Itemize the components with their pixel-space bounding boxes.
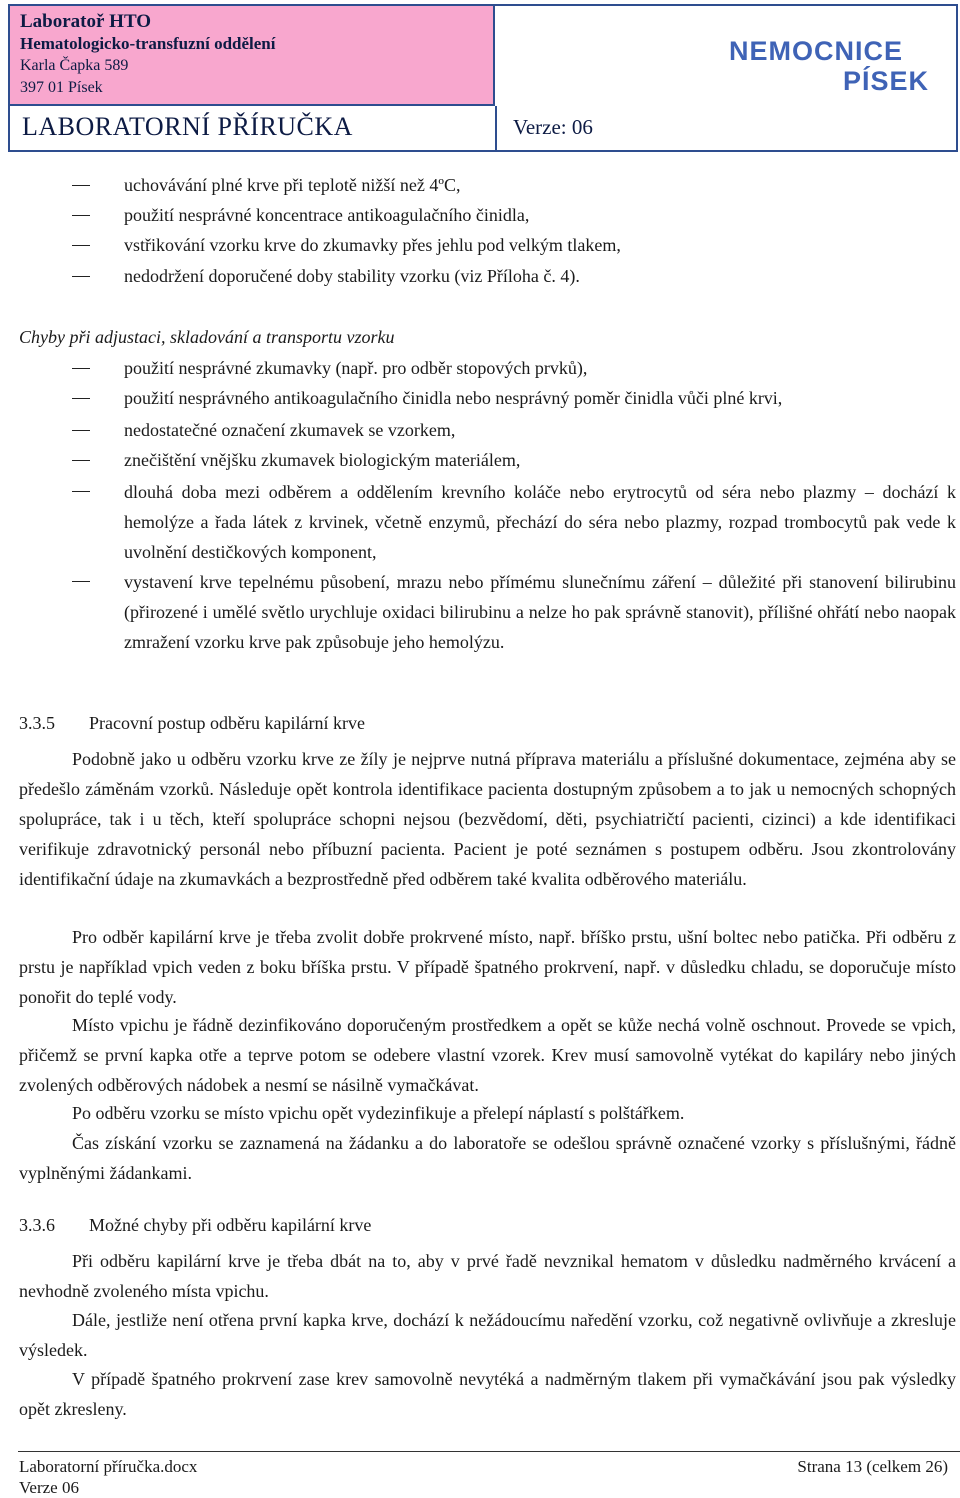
paragraph: Dále, jestliže není otřena první kapka krve, dochází k nežádoucímu naředění vzorku, což negativně ovlivňuje a zkresluje výsledek. [19,1310,956,1360]
section-title: Možné chyby při odběru kapilární krve [89,1215,372,1235]
paragraph: Místo vpichu je řádně dezinfikováno doporučeným prostředkem a opět se kůže nechá volně oschnout. Provede se vpich, přičemž se první kapka otře a teprve potom se odebere vlastní vzorek. Krev musí samovolně vytékat do kapiláry nebo jiných zvolených odběrových nádobek a nesmí se násilně vymačkávat. [19,1015,956,1095]
document-title: LABORATORNÍ PŘÍRUČKA [22,112,353,141]
title-row [10,106,956,150]
logo-text-bottom: PÍSEK [843,66,930,96]
paragraph: Podobně jako u odběru vzorku krve ze žíly je nejprve nutná příprava materiálu a příslušné dokumentace, zejména aby se předešlo záměnám vzorků. Následuje opět kontrola identifikace pacienta dostupným způsobem a to jak u nemocných schopných spolupráce, tak i u těch, kteří spolupráce schopni nejsou (bezvědomí, děti, psychiatričtí pacienti, cizinci) a kde identifikaci verifikuje zdravotnický personál nebo příbuzní pacienta. Pacient je poté seznámen s postupem odběru. Jsou zkontrolovány identifikační údaje na zkumavkách a bezprostředně před odběrem také kvalita odběrového materiálu. [19,749,956,889]
list-item: nedodržení doporučené doby stability vzorku (viz Příloha č. 4). [124,266,580,286]
footer-filename: Laboratorní příručka.docx [19,1457,198,1476]
version-label: Verze: 06 [495,106,956,150]
list-dash [72,581,90,582]
hospital-logo [497,6,956,104]
list-item: uchovávání plné krve při teplotě nižší než 4ºC, [124,175,461,195]
list-item: použití nesprávné koncentrace antikoagulačního činidla, [124,205,530,225]
section-number: 3.3.5 [19,713,55,733]
section-title: Pracovní postup odběru kapilární krve [89,713,365,733]
paragraph: Při odběru kapilární krve je třeba dbát na to, aby v prvé řadě nevznikal hematom v důsledku nadměrného krvácení a nevhodně zvoleného místa vpichu. [19,1251,956,1301]
list-dash [72,185,90,186]
list-dash [72,245,90,246]
list-item: dlouhá doba mezi odběrem a oddělením krevního koláče nebo erytrocytů od séra nebo plazmy – dochází k hemolýze a řada látek z krvinek, včetně enzymů, přechází do séra nebo plazmy, rozpad trombocytů pak vede k uvolnění destičkových komponent, [124,482,956,562]
lab-name: Laboratoř HTO [20,11,152,32]
list-dash [72,460,90,461]
footer-divider [18,1451,960,1452]
list-dash [72,430,90,431]
list-dash [72,368,90,369]
lab-department: Hematologicko-transfuzní oddělení [20,34,276,53]
list-item: nedostatečné označení zkumavek se vzorkem, [124,420,456,440]
list-item: použití nesprávného antikoagulačního činidla nebo nesprávný poměr činidla vůči plné krvi, [124,388,783,408]
document-header [8,4,958,152]
lab-address-block [10,6,495,106]
paragraph: Čas získání vzorku se zaznamená na žádanku a do laboratoře se odešlou správně označené vzorky s příslušnými, řádně vyplněnými žádankami. [19,1133,956,1183]
list-dash [72,276,90,277]
lab-street: Karla Čapka 589 [20,57,129,74]
subsection-heading: Chyby při adjustaci, skladování a transportu vzorku [19,327,395,347]
list-item: vystavení krve tepelnému působení, mrazu nebo přímému slunečnímu záření – důležité při stanovení bilirubinu (přirozené i umělé světlo urychluje oxidaci bilirubinu a nelze ho pak správně stanovit), přílišné ohřátí nebo naopak zmražení vzorku krve pak způsobuje jeho hemolýzu. [124,572,956,652]
list-item: vstřikování vzorku krve do zkumavky přes jehlu pod velkým tlakem, [124,235,621,255]
footer-version: Verze 06 [19,1478,79,1497]
section-number: 3.3.6 [19,1215,55,1235]
list-dash [72,215,90,216]
paragraph: Po odběru vzorku se místo vpichu opět vydezinfikuje a přelepí náplastí s polštářkem. [72,1103,685,1123]
logo-text-top: NEMOCNICE [729,36,904,66]
list-item: znečištění vnějšku zkumavek biologickým materiálem, [124,450,521,470]
footer-page-number: Strana 13 (celkem 26) [797,1457,948,1476]
lab-city: 397 01 Písek [20,79,103,96]
list-dash [72,491,90,492]
list-dash [72,398,90,399]
paragraph: V případě špatného prokrvení zase krev samovolně nevytéká a nadměrným tlakem při vymačkávání jsou pak výsledky opět zkresleny. [19,1369,956,1419]
list-item: použití nesprávné zkumavky (např. pro odběr stopových prvků), [124,358,588,378]
paragraph: Pro odběr kapilární krve je třeba zvolit dobře prokrvené místo, např. bříško prstu, ušní boltec nebo patička. Při odběru z prstu je například vpich veden z boku bříška prstu. V případě špatného prokrvení, např. v důsledku chladu, se doporučuje místo ponořit do teplé vody. [19,927,956,1007]
